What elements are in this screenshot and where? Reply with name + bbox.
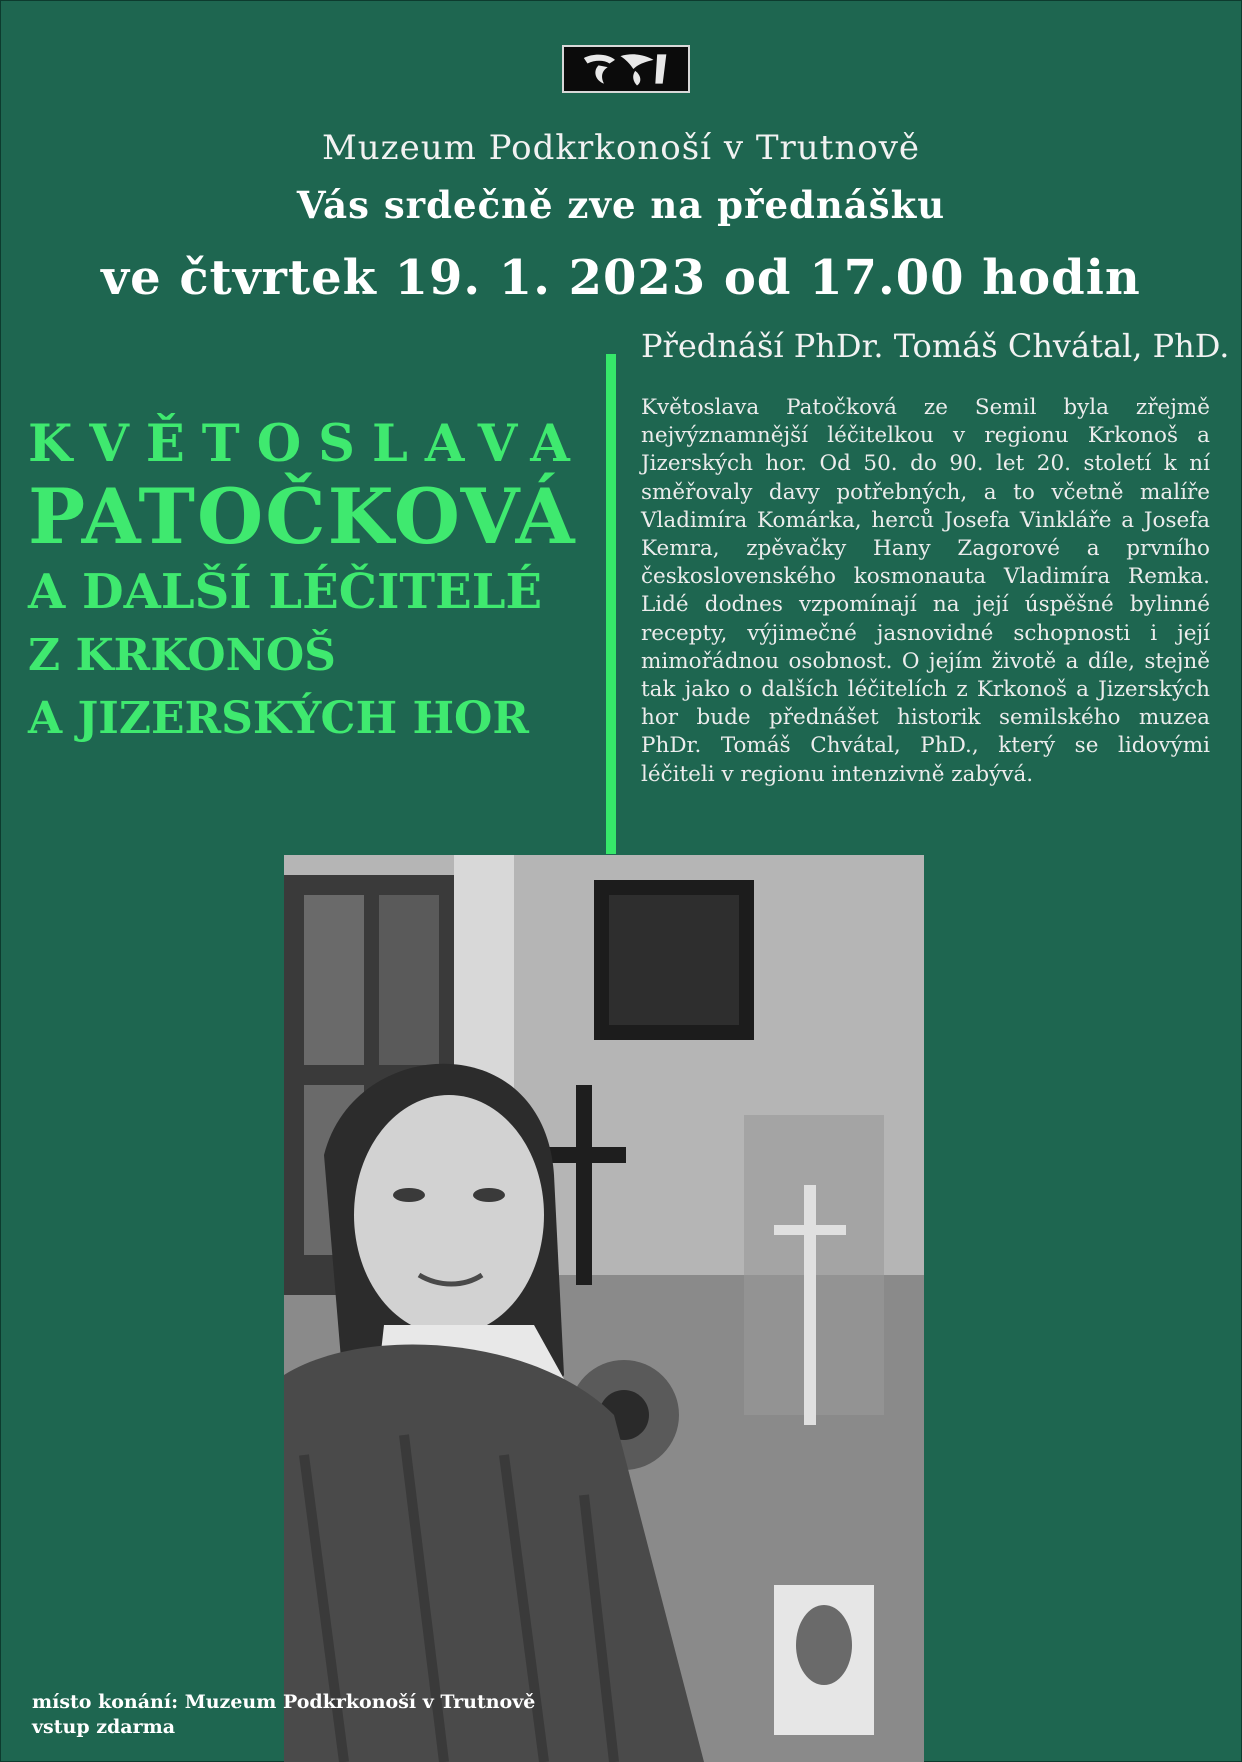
entry-line: vstup zdarma bbox=[32, 1716, 176, 1738]
title-line-1: KVĚTOSLAVA bbox=[28, 414, 587, 474]
title-line-4: Z KRKONOŠ bbox=[28, 630, 336, 681]
museum-name: Muzeum Podkrkonoší v Trutnově bbox=[321, 128, 921, 168]
lecturer-line: Přednáší PhDr. Tomáš Chvátal, PhD. bbox=[641, 327, 1230, 365]
portrait-photo bbox=[284, 855, 924, 1762]
title-line-3: A DALŠÍ LÉČITELÉ bbox=[28, 564, 543, 620]
event-datetime: ve čtvrtek 19. 1. 2023 od 17.00 hodin bbox=[101, 250, 1141, 306]
venue-line: místo konání: Muzeum Podkrkonoší v Trutnově bbox=[32, 1691, 536, 1713]
accent-divider bbox=[606, 354, 616, 854]
lecture-title bbox=[28, 415, 594, 750]
logo-graphic bbox=[564, 47, 688, 91]
event-footer bbox=[32, 1690, 535, 1740]
photo-illustration bbox=[284, 855, 924, 1762]
title-line-5: A JIZERSKÝCH HOR bbox=[28, 693, 529, 744]
museum-logo-icon bbox=[562, 45, 690, 93]
title-line-2: PATOČKOVÁ bbox=[28, 472, 577, 561]
lecture-description: Květoslava Patočková ze Semil byla zřejmě nejvýznamnější léčitelkou v regionu Krkonoš a Jizerských hor. Od 50. do 90. let 20. století k ní směřovaly davy potřebných, a to včetně malíře Vladimíra Komárka, herců Josefa Vinkláře a Josefa Kemra, zpěvačky Hany Zagorové a prvního československého kosmonauta Vladimíra Remka. Lidé dodnes vzpomínají na její úspěšné bylinné recepty, výjimečné jasnovidné schopnosti i její mimořádnou osobnost. O jejím životě a díle, stejně tak jako o dalších léčitelích z Krkonoš a Jizerských hor bude přednášet historik semilského muzea PhDr. Tomáš Chvátal, PhD., který se lidovými léčiteli v regionu intenzivně zabývá. bbox=[641, 395, 1210, 787]
invitation-line: Vás srdečně zve na přednášku bbox=[296, 183, 946, 227]
